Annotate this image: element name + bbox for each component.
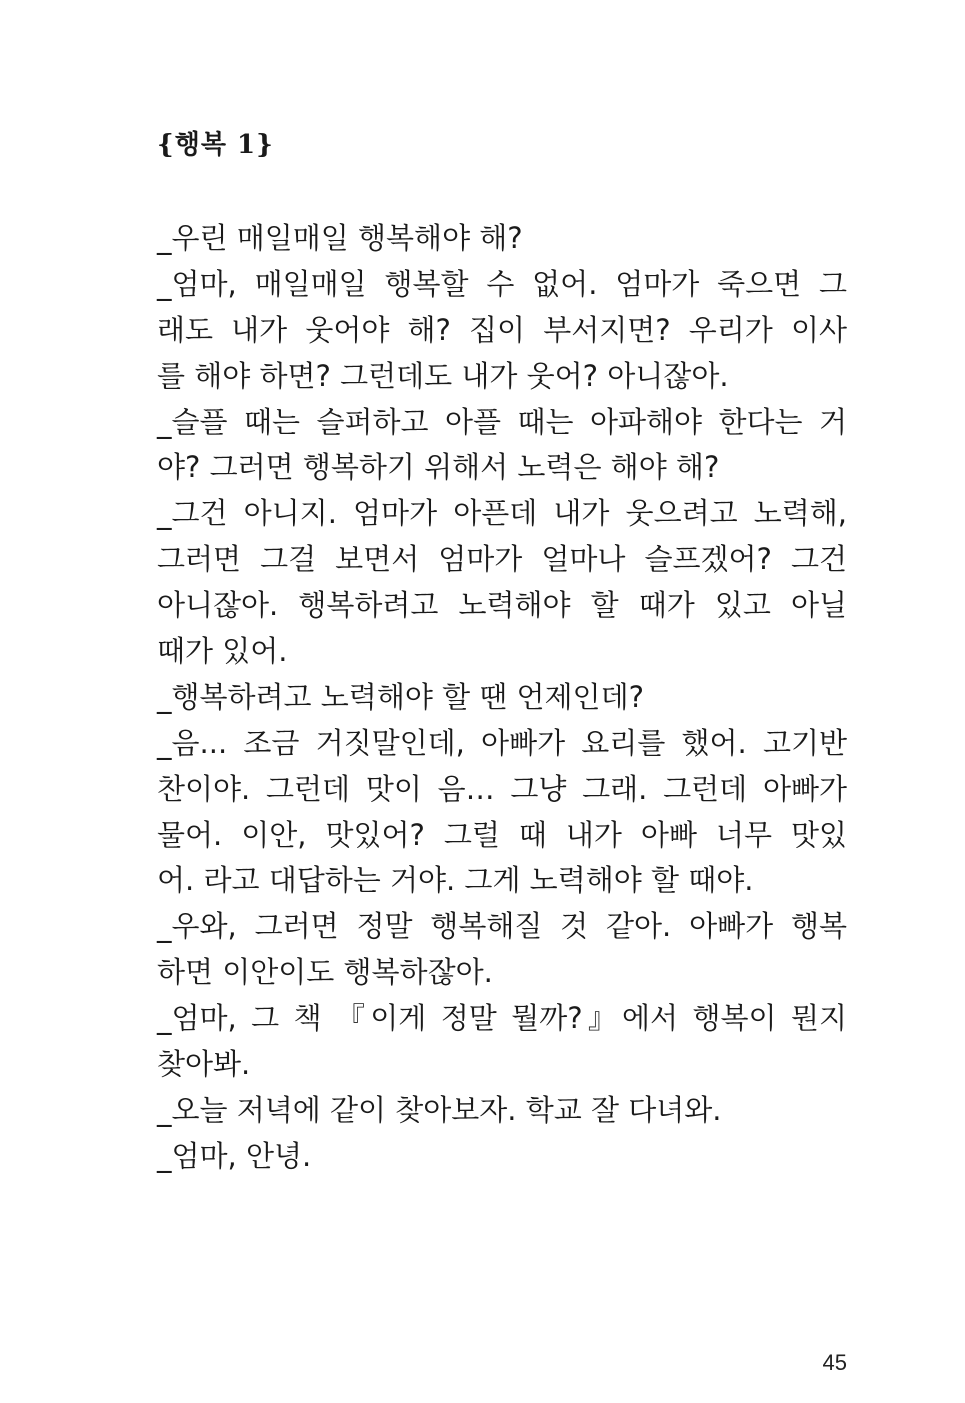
text-line: _슬플 때는 슬퍼하고 아플 때는 아파해야 한다는 거 — [157, 404, 847, 439]
text-line: 어. 라고 대답하는 거야. 그게 노력해야 할 때야. — [157, 863, 754, 898]
text-line: _엄마, 그 책 『이게 정말 뭘까?』에서 행복이 뭔지 — [157, 1001, 847, 1036]
text-line: _그건 아니지. 엄마가 아픈데 내가 웃으려고 노력해, — [157, 496, 847, 531]
text-line: 그러면 그걸 보면서 엄마가 얼마나 슬프겠어? 그건 — [157, 542, 847, 577]
text-line: 하면 이안이도 행복하잖아. — [157, 955, 493, 990]
chapter-title: {행복 1} — [157, 130, 274, 160]
text-line: 래도 내가 웃어야 해? 집이 부서지면? 우리가 이사 — [157, 312, 847, 347]
text-line: _행복하려고 노력해야 할 땐 언제인데? — [157, 679, 644, 714]
text-line: _오늘 저녁에 같이 찾아보자. 학교 잘 다녀와. — [157, 1092, 722, 1127]
text-line: 찬이야. 그런데 맛이 음… 그냥 그래. 그런데 아빠가 — [157, 771, 847, 806]
text-line: _우린 매일매일 행복해야 해? — [157, 221, 523, 255]
text-line: _엄마, 안녕. — [157, 1138, 312, 1173]
text-line: _엄마, 매일매일 행복할 수 없어. 엄마가 죽으면 그 — [157, 266, 847, 301]
page-number: 45 — [822, 1350, 847, 1375]
text-line: 때가 있어. — [157, 634, 288, 669]
text-line: 야? 그러면 행복하기 위해서 노력은 해야 해? — [157, 450, 720, 485]
text-line: _음... 조금 거짓말인데, 아빠가 요리를 했어. 고기반 — [157, 725, 847, 760]
text-line: _우와, 그러면 정말 행복해질 것 같아. 아빠가 행복 — [157, 909, 847, 944]
text-line: 찾아봐. — [157, 1047, 251, 1082]
text-line: 아니잖아. 행복하려고 노력해야 할 때가 있고 아닐 — [157, 588, 847, 623]
text-line: 를 해야 하면? 그런데도 내가 웃어? 아니잖아. — [157, 358, 729, 393]
text-line: 물어. 이안, 맛있어? 그럴 때 내가 아빠 너무 맛있 — [157, 817, 847, 852]
body-text — [157, 216, 847, 1180]
